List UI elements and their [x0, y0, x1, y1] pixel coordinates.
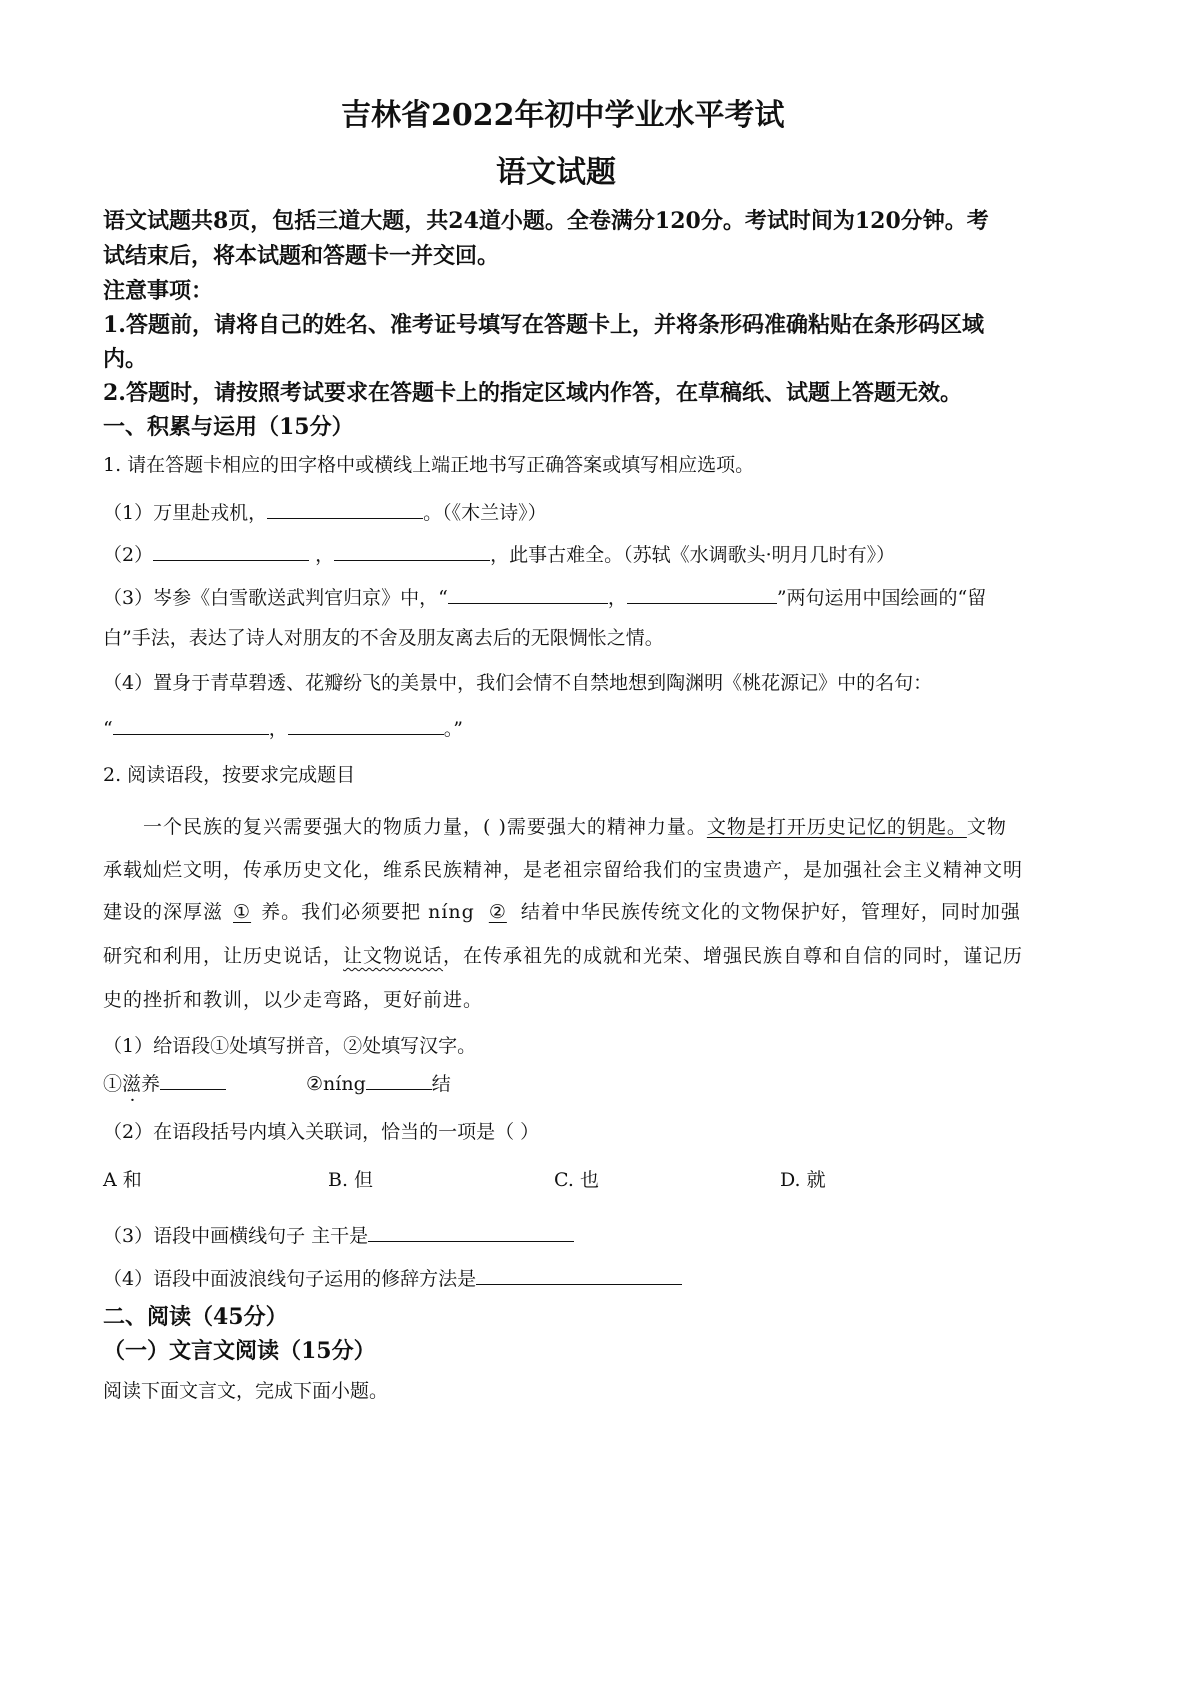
note-1-line-1: 1.答题前，请将自己的姓名、准考证号填写在答题卡上，并将条形码准确粘贴在条形码区域 [103, 312, 984, 338]
answer-blank[interactable] [368, 1223, 574, 1242]
answer-blank[interactable] [627, 585, 777, 604]
answer-blank[interactable] [160, 1071, 226, 1090]
answer-blank[interactable] [448, 585, 608, 604]
option-b[interactable]: B. 但 [328, 1169, 374, 1191]
section-1-heading: 一、积累与运用（15分） [103, 414, 354, 440]
q2-sub-2: （2）在语段括号内填入关联词，恰当的一项是（ ） [103, 1121, 540, 1143]
answer-blank[interactable] [267, 500, 423, 519]
section-2-instruction: 阅读下面文言文，完成下面小题。 [103, 1380, 389, 1402]
answer-blank[interactable] [288, 716, 444, 735]
section-2-sub-heading: （一）文言文阅读（15分） [103, 1338, 376, 1364]
q2-sub-1: （1）给语段①处填写拼音，②处填写汉字。 [103, 1035, 477, 1057]
option-c[interactable]: C. 也 [554, 1169, 599, 1191]
underlined-sentence: 文物是打开历史记忆的钥匙。 [706, 816, 967, 838]
q1-part-3-line-2: 白”手法，表达了诗人对朋友的不舍及朋友离去后的无限惆怅之情。 [103, 627, 664, 649]
section-2-heading: 二、阅读（45分） [103, 1304, 288, 1330]
passage-line-1: 一个民族的复兴需要强大的物质力量，( )需要强大的精神力量。文物是打开历史记忆的钥匙。文物 [143, 816, 1007, 838]
q2-prompt: 2. 阅读语段，按要求完成题目 [103, 764, 356, 786]
q1-part-1: （1）万里赴戎机， 。（《木兰诗》） [103, 500, 547, 525]
passage-line-5: 史的挫折和教训，以少走弯路，更好前进。 [103, 989, 484, 1011]
q1-prompt: 1. 请在答题卡相应的田字格中或横线上端正地书写正确答案或填写相应选项。 [103, 454, 755, 476]
q2-sub-4: （4）语段中面波浪线句子运用的修辞方法是 [103, 1266, 682, 1291]
notes-title: 注意事项： [103, 278, 214, 304]
answer-blank[interactable] [334, 542, 490, 561]
wavy-underlined-sentence: 让文物说话 [343, 945, 444, 967]
answer-blank[interactable] [153, 542, 309, 561]
exam-subtitle: 语文试题 [496, 155, 616, 190]
q1-part-3-line-1: （3）岑参《白雪歌送武判官归京》中，“ ， ”两句运用中国绘画的“留 [103, 585, 986, 610]
intro-line-1: 语文试题共8页，包括三道大题，共24道小题。全卷满分120分。考试时间为120分钟。考 [103, 208, 989, 234]
answer-blank[interactable] [476, 1266, 682, 1285]
option-d[interactable]: D. 就 [780, 1169, 826, 1191]
q1-part-4-line-2: “ ， 。” [103, 716, 463, 741]
exam-title: 吉林省2022年初中学业水平考试 [341, 98, 785, 133]
answer-blank[interactable] [113, 716, 269, 735]
answer-blank[interactable] [366, 1071, 432, 1090]
q2-sub-1-answer-2: ②níng 结 [306, 1071, 451, 1096]
note-1-line-2: 内。 [103, 346, 148, 372]
passage-line-2: 承载灿烂文明，传承历史文化，维系民族精神，是老祖宗留给我们的宝贵遗产，是加强社会主义精神文明 [103, 859, 1024, 881]
option-a[interactable]: A 和 [103, 1169, 142, 1191]
passage-line-3: 建设的深厚滋 ① 养。我们必须要把 níng ② 结着中华民族传统文化的文物保护好，管理好，同时加强 [103, 901, 1021, 923]
intro-line-2: 试结束后，将本试题和答题卡一并交回。 [103, 243, 500, 269]
q2-sub-1-answers: ①滋养 [103, 1071, 226, 1096]
passage-line-4: 研究和利用，让历史说话，让文物说话，在传承祖先的成就和光荣、增强民族自尊和自信的同时，谨记历 [103, 945, 1024, 967]
q1-part-2: （2） ， ，此事古难全。（苏轼《水调歌头·明月几时有》） [103, 542, 895, 567]
q2-sub-3: （3）语段中画横线句子 主干是 [103, 1223, 574, 1248]
note-2: 2.答题时，请按照考试要求在答题卡上的指定区域内作答，在草稿纸、试题上答题无效。 [103, 380, 962, 406]
q1-part-4-line-1: （4）置身于青草碧透、花瓣纷飞的美景中，我们会情不自禁地想到陶渊明《桃花源记》中的名句： [103, 672, 933, 694]
